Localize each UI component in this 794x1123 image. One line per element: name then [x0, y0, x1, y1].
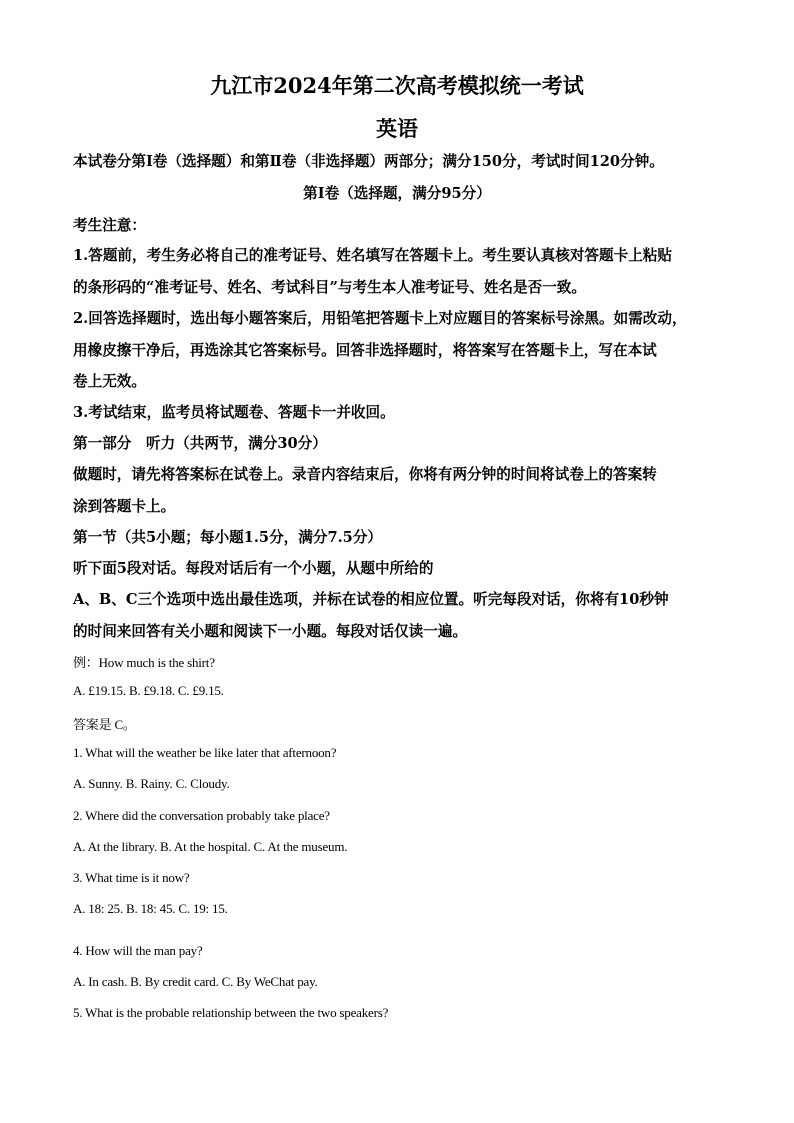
- notice-item-3: 3.考试结束，监考员将试题卷、答题卡一并收回。: [73, 404, 395, 421]
- section1-heading: 第一节（共5小题；每小题1.5分，满分7.5分）: [73, 529, 383, 546]
- example-answer: 答案是 C。: [73, 717, 136, 732]
- question-5: 5. What is the probable relationship between the two speakers?: [73, 1005, 389, 1020]
- question-4-options: A. In cash. B. By credit card. C. By WeChat pay.: [73, 974, 318, 989]
- notice-item-2-line-2: 用橡皮擦干净后，再选涂其它答案标号。回答非选择题时，将答案写在答题卡上，写在本试: [73, 342, 657, 359]
- notice-item-2-line-3: 卷上无效。: [73, 373, 146, 390]
- notice-heading: 考生注意：: [73, 217, 146, 234]
- question-2: 2. Where did the conversation probably take place?: [73, 808, 330, 823]
- question-3: 3. What time is it now?: [73, 870, 190, 885]
- question-1-options: A. Sunny. B. Rainy. C. Cloudy.: [73, 776, 230, 791]
- notice-item-2-line-1: 2.回答选择题时，选出每小题答案后，用铅笔把答题卡上对应题目的答案标号涂黑。如需改动，: [73, 310, 687, 327]
- example-options: A. £19.15. B. £9.18. C. £9.15.: [73, 683, 224, 698]
- part1-instruction-line-2: 涂到答题卡上。: [73, 498, 176, 515]
- notice-item-1-line-1: 1.答题前，考生务必将自己的准考证号、姓名填写在答题卡上。考生要认真核对答题卡上粘贴: [73, 247, 672, 264]
- question-4: 4. How will the man pay?: [73, 943, 203, 958]
- notice-item-1-line-2: 的条形码的“准考证号、姓名、考试科目”与考生本人准考证号、姓名是否一致。: [73, 279, 586, 296]
- exam-intro: 本试卷分第Ⅰ卷（选择题）和第Ⅱ卷（非选择题）两部分；满分150分，考试时间120分钟。: [73, 153, 664, 170]
- section1-line-2: A、B、C三个选项中选出最佳选项，并标在试卷的相应位置。听完每段对话，你将有10秒钟: [73, 591, 669, 608]
- example-question: 例：How much is the shirt?: [73, 655, 215, 670]
- section-title: 第Ⅰ卷（选择题，满分95分）: [303, 185, 491, 202]
- question-3-options: A. 18: 25. B. 18: 45. C. 19: 15.: [73, 901, 228, 916]
- question-2-options: A. At the library. B. At the hospital. C. At the museum.: [73, 839, 348, 854]
- question-1: 1. What will the weather be like later that afternoon?: [73, 745, 337, 760]
- subject-title: 英语: [376, 116, 418, 141]
- section1-line-3: 的时间来回答有关小题和阅读下一小题。每段对话仅读一遍。: [73, 623, 468, 640]
- exam-title: 九江市2024年第二次高考模拟统一考试: [210, 73, 584, 98]
- part1-instruction-line-1: 做题时，请先将答案标在试卷上。录音内容结束后，你将有两分钟的时间将试卷上的答案转: [73, 466, 657, 483]
- part1-heading: 第一部分 听力（共两节，满分30分）: [73, 435, 327, 452]
- section1-line-1: 听下面5段对话。每段对话后有一个小题，从题中所给的: [73, 560, 434, 577]
